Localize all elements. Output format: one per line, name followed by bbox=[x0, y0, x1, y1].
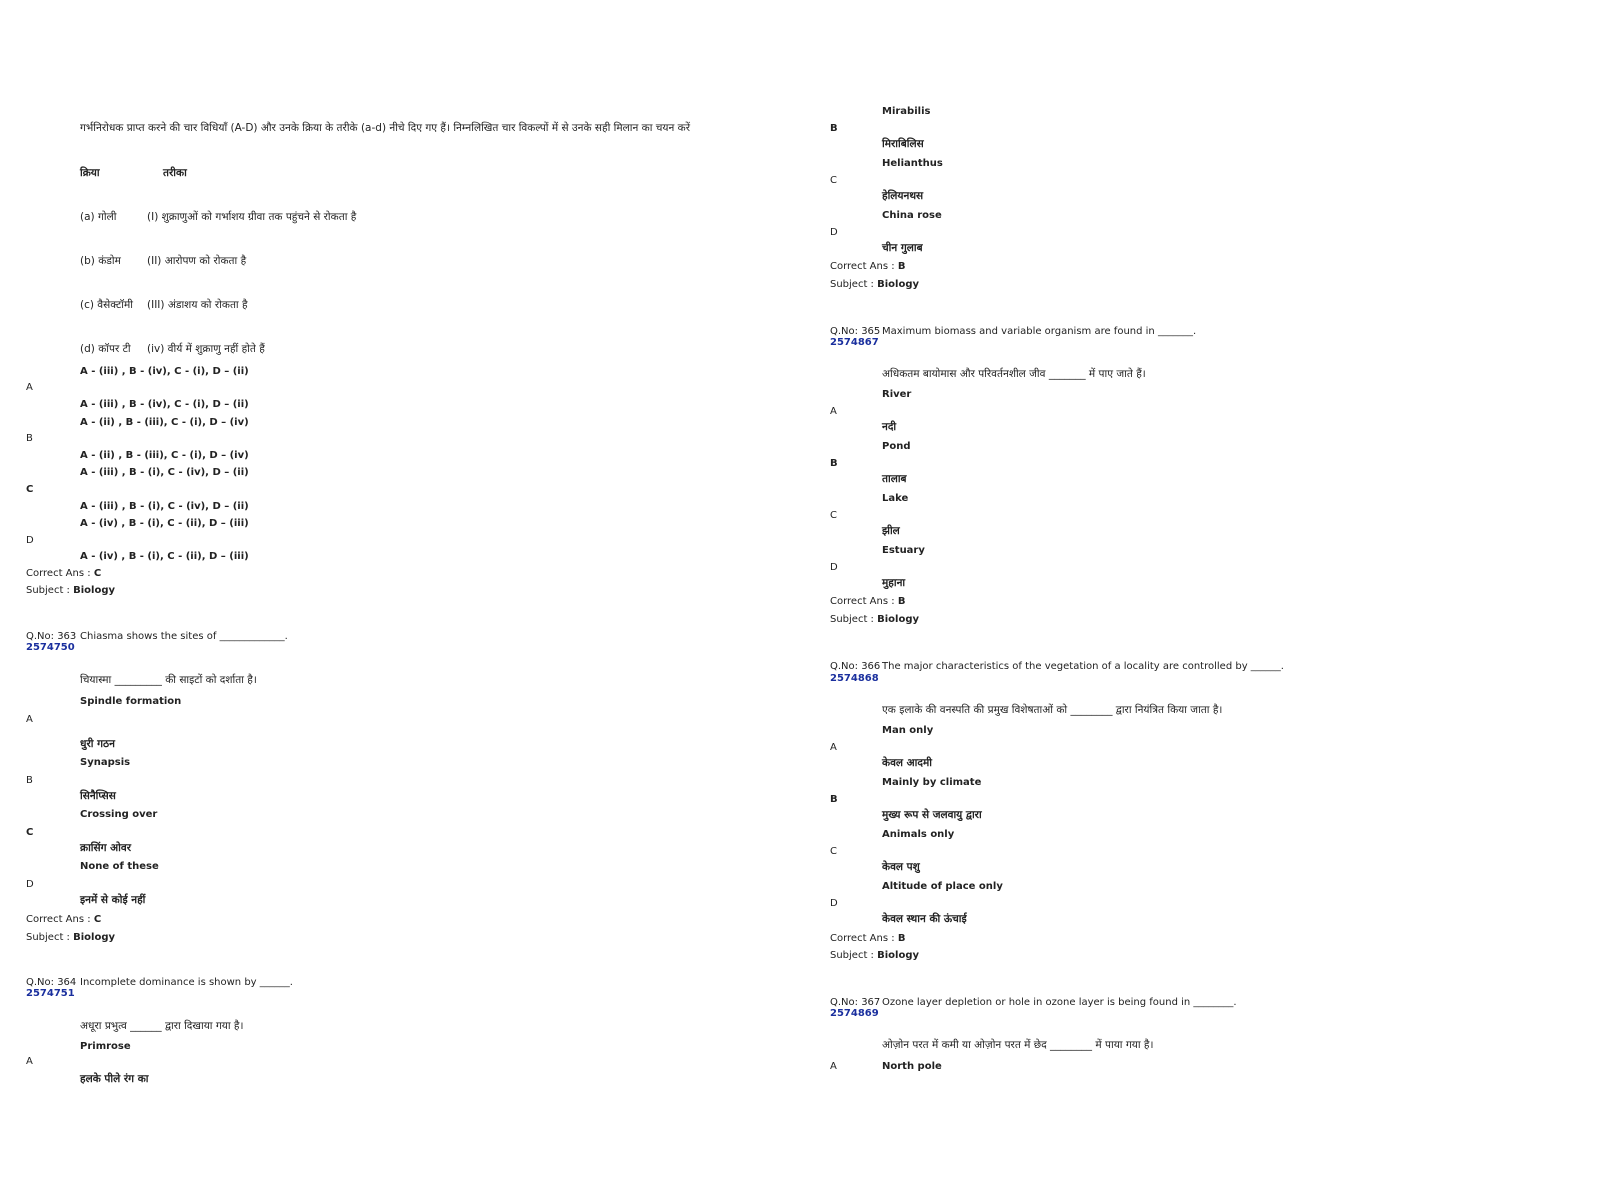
option-c-label: C bbox=[830, 175, 837, 186]
match-right-item: (I) शुक्राणुओं को गर्भाशय ग्रीवा तक पहुंचने से रोकता है bbox=[147, 211, 357, 223]
subject: Subject : Biology bbox=[26, 585, 116, 596]
option-d-english: Altitude of place only bbox=[882, 881, 1003, 892]
option-b-english: Mainly by climate bbox=[882, 777, 982, 788]
right-column bbox=[830, 0, 1608, 1179]
option-a-label: A bbox=[830, 1061, 837, 1072]
question-number: Q.No: 367 bbox=[830, 997, 881, 1008]
option-b-hindi: मिराबिलिस bbox=[882, 138, 924, 150]
option-d-label: D bbox=[26, 879, 34, 890]
question-number: Q.No: 365 bbox=[830, 326, 881, 337]
correct-answer-value: B bbox=[897, 933, 906, 944]
option-a-label: A bbox=[830, 406, 837, 417]
option-b-english: Mirabilis bbox=[882, 106, 931, 117]
option-c-label: C bbox=[26, 484, 34, 495]
correct-answer-value: C bbox=[93, 914, 102, 925]
option-c-english: Crossing over bbox=[80, 809, 158, 820]
option-d-english: A - (iv) , B - (i), C - (ii), D – (iii) bbox=[80, 518, 249, 529]
question-id: 2574867 bbox=[830, 337, 879, 348]
option-d-hindi: इनमें से कोई नहीं bbox=[80, 894, 146, 906]
subject-value: Biology bbox=[877, 279, 920, 290]
correct-answer: Correct Ans : C bbox=[26, 914, 102, 925]
option-a-english: Man only bbox=[882, 725, 934, 736]
option-d-label: D bbox=[830, 227, 838, 238]
subject: Subject : Biology bbox=[26, 932, 116, 943]
subject: Subject : Biology bbox=[830, 279, 920, 290]
option-a-english: A - (iii) , B - (iv), C - (i), D – (ii) bbox=[80, 366, 249, 377]
question-number: Q.No: 366 bbox=[830, 661, 881, 672]
option-b-label: B bbox=[26, 433, 33, 444]
option-a-label: A bbox=[26, 382, 33, 393]
option-a-hindi: धुरी गठन bbox=[80, 738, 115, 750]
match-left-item: (c) वैसेक्टॉमी bbox=[80, 299, 133, 311]
option-d-label: D bbox=[26, 535, 34, 546]
subject-value: Biology bbox=[73, 585, 116, 596]
question-id: 2574869 bbox=[830, 1008, 879, 1019]
option-d-hindi: A - (iv) , B - (i), C - (ii), D – (iii) bbox=[80, 551, 249, 562]
option-b-label: B bbox=[830, 794, 838, 805]
match-right-item: (iv) वीर्य में शुक्राणु नहीं होते हैं bbox=[147, 343, 265, 355]
left-column bbox=[0, 0, 780, 1179]
option-b-label: B bbox=[830, 123, 838, 134]
option-b-label: B bbox=[830, 458, 838, 469]
option-b-english: Synapsis bbox=[80, 757, 131, 768]
option-c-english: Animals only bbox=[882, 829, 955, 840]
option-a-hindi: नदी bbox=[882, 421, 897, 433]
correct-answer-value: B bbox=[897, 596, 906, 607]
option-c-hindi: केवल पशु bbox=[882, 861, 920, 873]
question-text-hindi: अधूरा प्रभुत्व ______ द्वारा दिखाया गया है। bbox=[80, 1020, 244, 1032]
option-d-hindi: मुहाना bbox=[882, 577, 906, 589]
option-a-english: North pole bbox=[882, 1061, 942, 1072]
option-c-english: A - (iii) , B - (i), C - (iv), D – (ii) bbox=[80, 467, 249, 478]
option-a-label: A bbox=[26, 1056, 33, 1067]
option-b-hindi: मुख्य रूप से जलवायु द्वारा bbox=[882, 809, 982, 821]
option-a-label: A bbox=[26, 714, 33, 725]
question-number: Q.No: 364 bbox=[26, 977, 77, 988]
option-b-hindi: तालाब bbox=[882, 473, 907, 485]
question-text-hindi: चियास्मा _________ की साइटों को दर्शाता है। bbox=[80, 674, 257, 686]
option-c-hindi: झील bbox=[882, 525, 900, 537]
question-text-english: The major characteristics of the vegetation of a locality are controlled by ______. bbox=[882, 661, 1284, 672]
match-right-item: (III) अंडाशय को रोकता है bbox=[147, 299, 248, 311]
question-text-english: Chiasma shows the sites of _____________. bbox=[80, 631, 288, 642]
option-d-hindi: केवल स्थान की ऊंचाई bbox=[882, 913, 967, 925]
option-d-english: China rose bbox=[882, 210, 942, 221]
option-a-english: Spindle formation bbox=[80, 696, 182, 707]
option-b-english: A - (ii) , B - (iii), C - (i), D – (iv) bbox=[80, 417, 249, 428]
option-c-hindi: A - (iii) , B - (i), C - (iv), D – (ii) bbox=[80, 501, 249, 512]
option-d-english: Estuary bbox=[882, 545, 925, 556]
option-b-label: B bbox=[26, 775, 33, 786]
question-id: 2574750 bbox=[26, 642, 75, 653]
option-a-english: River bbox=[882, 389, 912, 400]
question-text-hindi: ओज़ोन परत में कमी या ओज़ोन परत में छेद ________ में पाया गया है। bbox=[882, 1039, 1154, 1051]
subject-value: Biology bbox=[877, 614, 920, 625]
subject: Subject : Biology bbox=[830, 614, 920, 625]
question-id: 2574868 bbox=[830, 673, 879, 684]
match-right-item: (II) आरोपण को रोकता है bbox=[147, 255, 247, 267]
question-number: Q.No: 363 bbox=[26, 631, 77, 642]
option-b-hindi: सिनैप्सिस bbox=[80, 790, 116, 802]
option-a-english: Primrose bbox=[80, 1041, 131, 1052]
question-text-hindi: एक इलाके की वनस्पति की प्रमुख विशेषताओं को ________ द्वारा नियंत्रित किया जाता है। bbox=[882, 704, 1223, 716]
option-a-hindi: A - (iii) , B - (iv), C - (i), D – (ii) bbox=[80, 399, 249, 410]
column-heading-kriya: क्रिया bbox=[80, 167, 100, 179]
correct-answer: Correct Ans : B bbox=[830, 933, 906, 944]
match-left-item: (a) गोली bbox=[80, 211, 117, 223]
subject-value: Biology bbox=[73, 932, 116, 943]
match-left-item: (b) कंडोम bbox=[80, 255, 121, 267]
option-c-label: C bbox=[830, 846, 837, 857]
correct-answer: Correct Ans : C bbox=[26, 568, 102, 579]
correct-answer-value: C bbox=[93, 568, 102, 579]
option-c-label: C bbox=[830, 510, 837, 521]
subject-value: Biology bbox=[877, 950, 920, 961]
column-heading-tarika: तरीका bbox=[163, 167, 187, 179]
option-d-label: D bbox=[830, 562, 838, 573]
option-a-hindi: केवल आदमी bbox=[882, 757, 932, 769]
question-text-english: Incomplete dominance is shown by ______. bbox=[80, 977, 293, 988]
correct-answer: Correct Ans : B bbox=[830, 596, 906, 607]
option-c-label: C bbox=[26, 827, 34, 838]
option-d-english: None of these bbox=[80, 861, 159, 872]
option-b-english: Pond bbox=[882, 441, 911, 452]
option-a-label: A bbox=[830, 742, 837, 753]
question-text-hindi: अधिकतम बायोमास और परिवर्तनशील जीव _______ में पाए जाते हैं। bbox=[882, 368, 1146, 380]
option-d-label: D bbox=[830, 898, 838, 909]
option-a-hindi: हलके पीले रंग का bbox=[80, 1073, 149, 1085]
option-c-english: Lake bbox=[882, 493, 909, 504]
subject: Subject : Biology bbox=[830, 950, 920, 961]
option-c-english: Helianthus bbox=[882, 158, 943, 169]
option-b-hindi: A - (ii) , B - (iii), C - (i), D – (iv) bbox=[80, 450, 249, 461]
option-c-hindi: क्रासिंग ओवर bbox=[80, 842, 132, 854]
question-text-english: Ozone layer depletion or hole in ozone layer is being found in ________. bbox=[882, 997, 1237, 1008]
question-text-english: Maximum biomass and variable organism are found in _______. bbox=[882, 326, 1197, 337]
question-text-hindi: गर्भनिरोधक प्राप्त करने की चार विधियाँ (A-D) और उनके क्रिया के तरीके (a-d) नीचे दिए गए हैं। निम्नलिखित चार विकल्पों में से उनके सही मिलान का चयन करें bbox=[80, 122, 691, 134]
option-c-hindi: हेलियनथस bbox=[882, 190, 924, 202]
correct-answer: Correct Ans : B bbox=[830, 261, 906, 272]
option-d-hindi: चीन गुलाब bbox=[882, 242, 923, 254]
question-id: 2574751 bbox=[26, 988, 75, 999]
correct-answer-value: B bbox=[897, 261, 906, 272]
match-left-item: (d) कॉपर टी bbox=[80, 343, 131, 355]
